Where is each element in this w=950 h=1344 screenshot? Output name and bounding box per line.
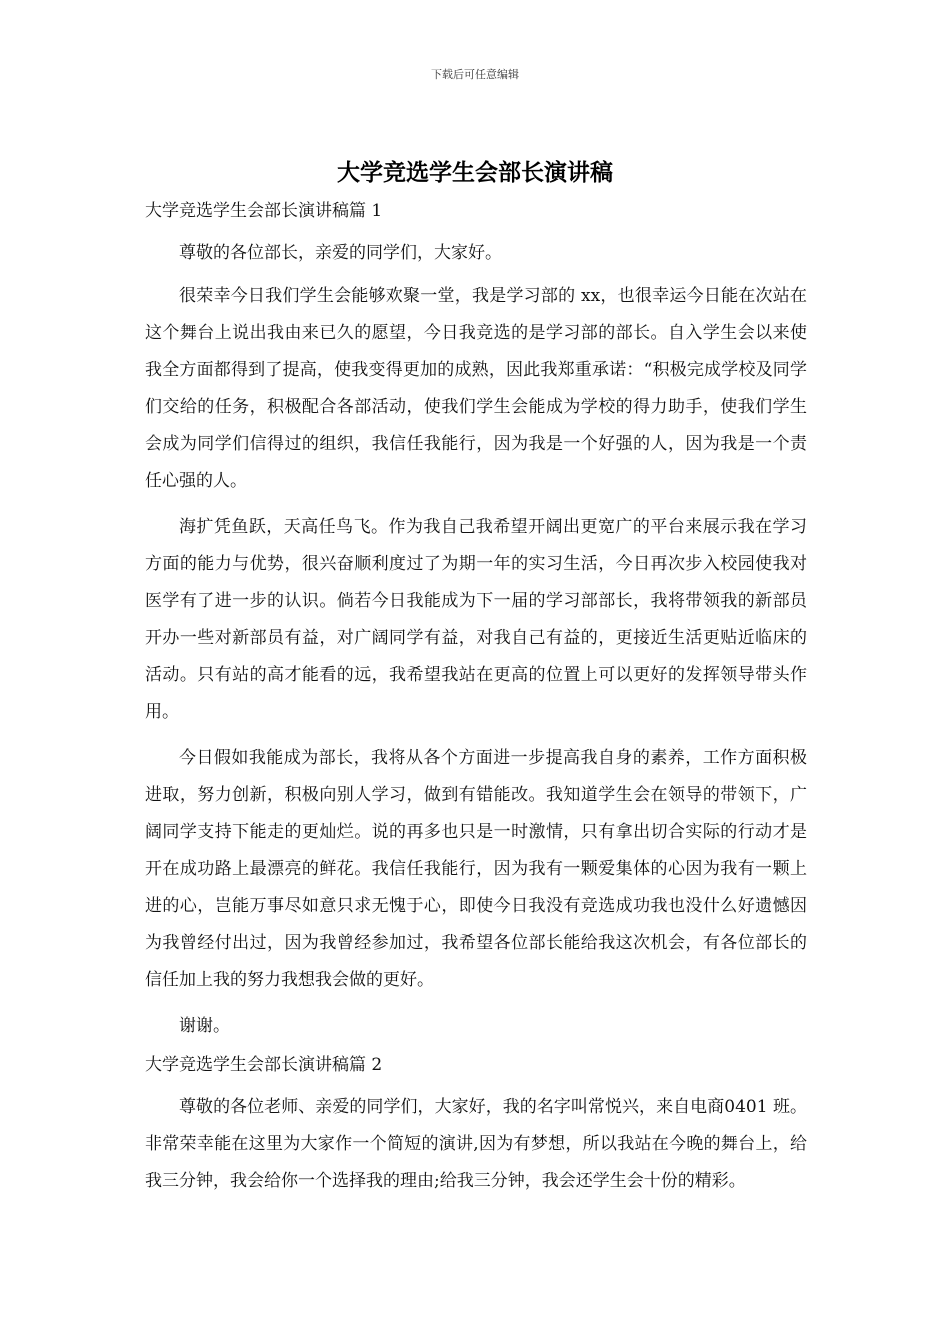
document-title: 大学竞选学生会部长演讲稿: [337, 159, 613, 186]
document-body: [145, 197, 807, 1209]
header-note: 下载后可任意编辑: [431, 68, 519, 81]
paragraph: 今日假如我能成为部长，我将从各个方面进一步提高我自身的素养，工作方面积极进取，努力创新，积极向别人学习，做到有错能改。我知道学生会在领导的带领下，广阔同学支持下能走的更灿烂。说的再多也只是一时激情，只有拿出切合实际的行动才是开在成功路上最漂亮的鲜花。我信任我能行，因为我有一颗爱集体的心因为我有一颗上进的心，岂能万事尽如意只求无愧于心，即使今日我没有竞选成功我也没什么好遗憾因为我曾经付出过，因为我曾经参加过，我希望各位部长能给我这次机会，有各位部长的信任加上我的努力我想我会做的更好。: [145, 748, 807, 990]
section-heading: 大学竞选学生会部长演讲稿篇 1: [145, 201, 383, 221]
paragraph: 谢谢。: [179, 1016, 230, 1036]
paragraph: 很荣幸今日我们学生会能够欢聚一堂，我是学习部的 xx，也很幸运今日能在次站在这个舞台上说出我由来已久的愿望，今日我竞选的是学习部的部长。自入学生会以来使我全方面都得到了提高，使我变得更加的成熟，因此我郑重承诺：“积极完成学校及同学们交给的任务，积极配合各部活动，使我们学生会能成为学校的得力助手，使我们学生会成为同学们信得过的组织，我信任我能行，因为我是一个好强的人，因为我是一个责任心强的人。: [145, 286, 807, 491]
paragraph: 尊敬的各位部长，亲爱的同学们，大家好。: [179, 243, 502, 263]
section-heading: 大学竞选学生会部长演讲稿篇 2: [145, 1055, 383, 1075]
paragraph: 海扩凭鱼跃，天高任鸟飞。作为我自己我希望开阔出更宽广的平台来展示我在学习方面的能力与优势，很兴奋顺利度过了为期一年的实习生活，今日再次步入校园使我对医学有了进一步的认识。倘若今日我能成为下一届的学习部部长，我将带领我的新部员开办一些对新部员有益，对广阔同学有益，对我自己有益的，更接近生活更贴近临床的活动。只有站的高才能看的远，我希望我站在更高的位置上可以更好的发挥领导带头作用。: [145, 517, 807, 722]
paragraph: 尊敬的各位老师、亲爱的同学们，大家好，我的名字叫常悦兴，来自电商0401 班。非常荣幸能在这里为大家作一个简短的演讲,因为有梦想，所以我站在今晚的舞台上，给我三分钟，我会给你一个选择我的理由;给我三分钟，我会还学生会十份的精彩。: [145, 1097, 807, 1191]
